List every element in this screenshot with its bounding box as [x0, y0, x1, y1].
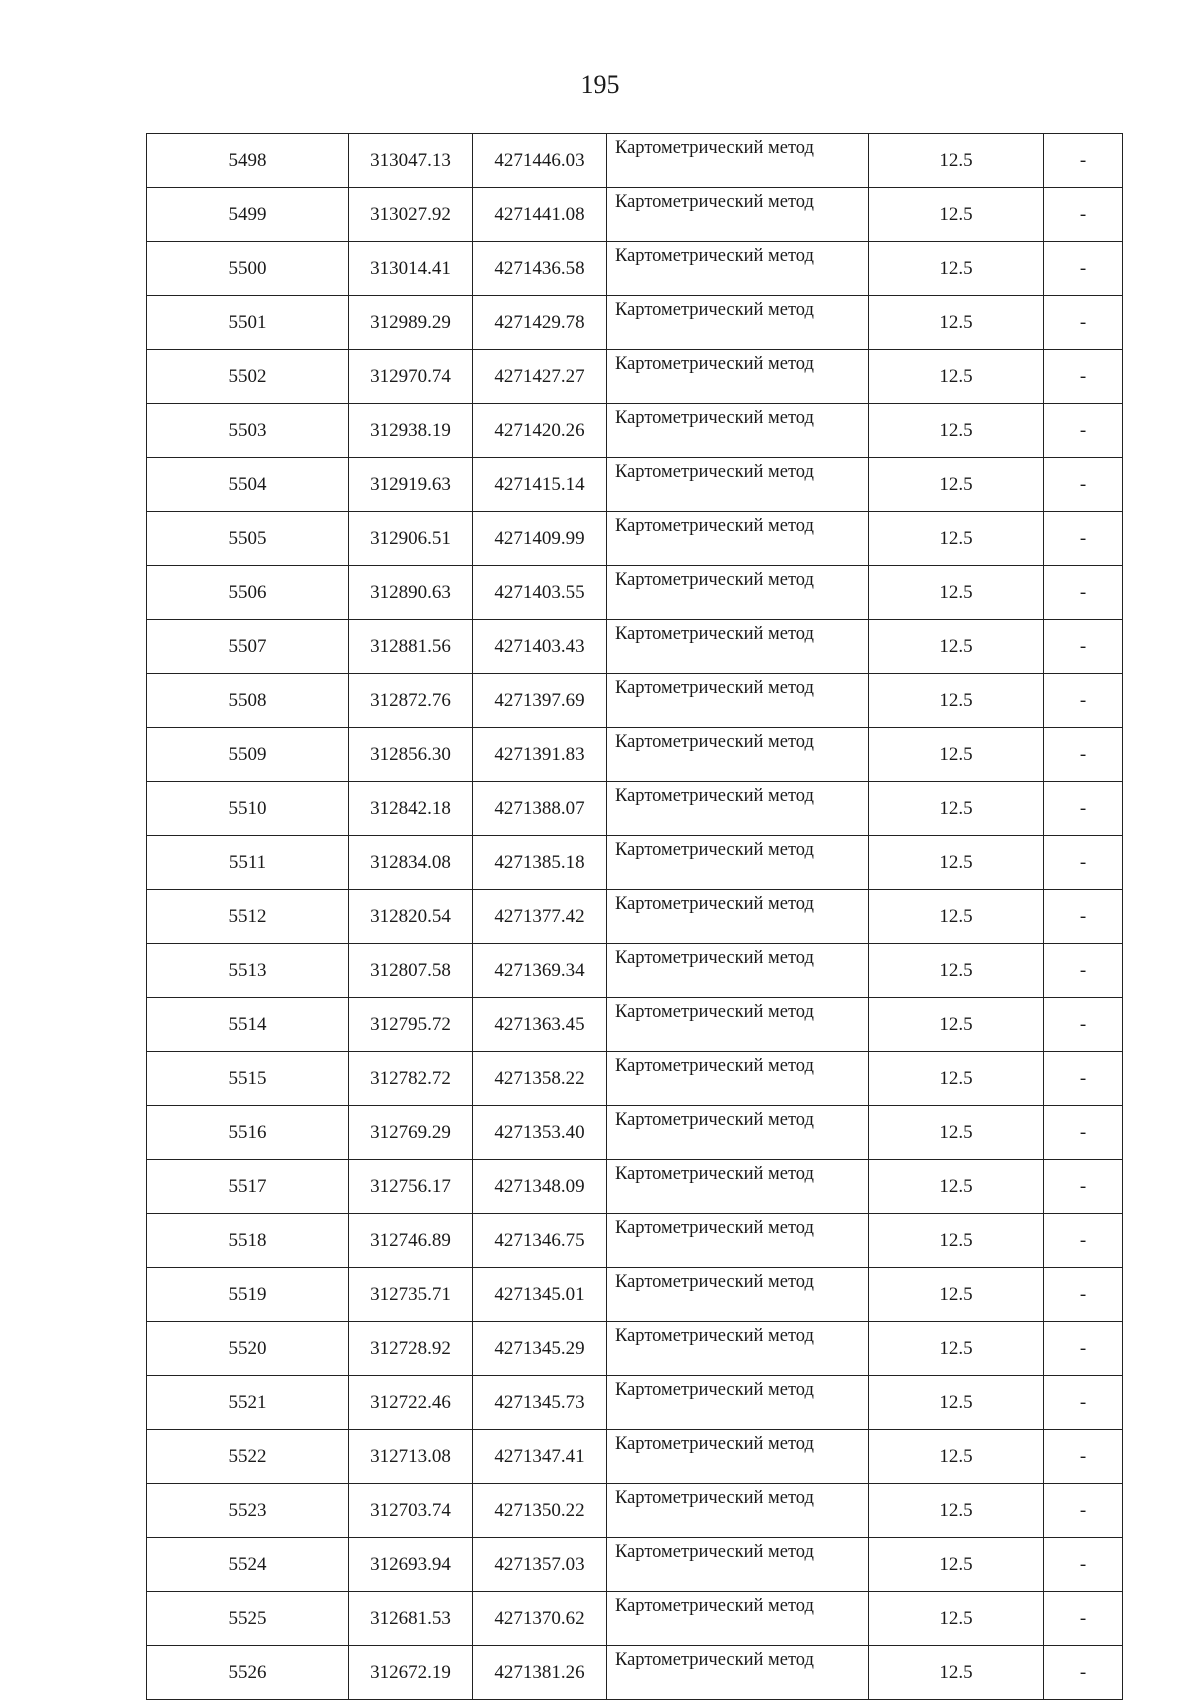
x-coordinate-cell: 312672.19	[349, 1646, 473, 1700]
y-coordinate-cell: 4271420.26	[473, 404, 607, 458]
point-number-cell: 5520	[147, 1322, 349, 1376]
y-coordinate-cell: 4271427.27	[473, 350, 607, 404]
accuracy-cell: 12.5	[869, 1160, 1044, 1214]
y-coordinate-cell: 4271391.83	[473, 728, 607, 782]
point-number-cell: 5498	[147, 134, 349, 188]
table-row	[147, 836, 1123, 890]
point-number-cell: 5501	[147, 296, 349, 350]
table-row	[147, 728, 1123, 782]
point-number-cell: 5500	[147, 242, 349, 296]
method-cell: Картометрический метод	[607, 458, 869, 512]
method-cell: Картометрический метод	[607, 1322, 869, 1376]
point-number-cell: 5502	[147, 350, 349, 404]
point-number-cell: 5516	[147, 1106, 349, 1160]
x-coordinate-cell: 312756.17	[349, 1160, 473, 1214]
table-row	[147, 1646, 1123, 1700]
method-cell: Картометрический метод	[607, 998, 869, 1052]
method-cell: Картометрический метод	[607, 674, 869, 728]
table-row	[147, 188, 1123, 242]
accuracy-cell: 12.5	[869, 188, 1044, 242]
accuracy-cell: 12.5	[869, 1376, 1044, 1430]
accuracy-cell: 12.5	[869, 620, 1044, 674]
x-coordinate-cell: 312746.89	[349, 1214, 473, 1268]
note-cell: -	[1044, 1376, 1123, 1430]
note-cell: -	[1044, 836, 1123, 890]
note-cell: -	[1044, 1322, 1123, 1376]
accuracy-cell: 12.5	[869, 242, 1044, 296]
page-number: 195	[580, 70, 620, 99]
x-coordinate-cell: 312970.74	[349, 350, 473, 404]
table-row	[147, 242, 1123, 296]
x-coordinate-cell: 312989.29	[349, 296, 473, 350]
y-coordinate-cell: 4271370.62	[473, 1592, 607, 1646]
accuracy-cell: 12.5	[869, 1268, 1044, 1322]
accuracy-cell: 12.5	[869, 566, 1044, 620]
note-cell: -	[1044, 404, 1123, 458]
accuracy-cell: 12.5	[869, 512, 1044, 566]
point-number-cell: 5526	[147, 1646, 349, 1700]
table-row	[147, 782, 1123, 836]
y-coordinate-cell: 4271388.07	[473, 782, 607, 836]
note-cell: -	[1044, 512, 1123, 566]
x-coordinate-cell: 312681.53	[349, 1592, 473, 1646]
method-cell: Картометрический метод	[607, 1646, 869, 1700]
x-coordinate-cell: 312693.94	[349, 1538, 473, 1592]
x-coordinate-cell: 313014.41	[349, 242, 473, 296]
note-cell: -	[1044, 728, 1123, 782]
x-coordinate-cell: 312703.74	[349, 1484, 473, 1538]
note-cell: -	[1044, 1052, 1123, 1106]
method-cell: Картометрический метод	[607, 1430, 869, 1484]
note-cell: -	[1044, 1214, 1123, 1268]
point-number-cell: 5504	[147, 458, 349, 512]
note-cell: -	[1044, 458, 1123, 512]
note-cell: -	[1044, 1538, 1123, 1592]
accuracy-cell: 12.5	[869, 998, 1044, 1052]
accuracy-cell: 12.5	[869, 1052, 1044, 1106]
x-coordinate-cell: 312881.56	[349, 620, 473, 674]
y-coordinate-cell: 4271358.22	[473, 1052, 607, 1106]
x-coordinate-cell: 312735.71	[349, 1268, 473, 1322]
y-coordinate-cell: 4271385.18	[473, 836, 607, 890]
table-row	[147, 1268, 1123, 1322]
accuracy-cell: 12.5	[869, 1538, 1044, 1592]
x-coordinate-cell: 312722.46	[349, 1376, 473, 1430]
method-cell: Картометрический метод	[607, 350, 869, 404]
x-coordinate-cell: 312820.54	[349, 890, 473, 944]
note-cell: -	[1044, 134, 1123, 188]
point-number-cell: 5521	[147, 1376, 349, 1430]
y-coordinate-cell: 4271350.22	[473, 1484, 607, 1538]
accuracy-cell: 12.5	[869, 1646, 1044, 1700]
note-cell: -	[1044, 1160, 1123, 1214]
x-coordinate-cell: 312842.18	[349, 782, 473, 836]
note-cell: -	[1044, 1646, 1123, 1700]
accuracy-cell: 12.5	[869, 836, 1044, 890]
y-coordinate-cell: 4271369.34	[473, 944, 607, 998]
table-row	[147, 404, 1123, 458]
accuracy-cell: 12.5	[869, 1214, 1044, 1268]
point-number-cell: 5517	[147, 1160, 349, 1214]
note-cell: -	[1044, 566, 1123, 620]
point-number-cell: 5510	[147, 782, 349, 836]
method-cell: Картометрический метод	[607, 1160, 869, 1214]
x-coordinate-cell: 312919.63	[349, 458, 473, 512]
table-row	[147, 1052, 1123, 1106]
note-cell: -	[1044, 674, 1123, 728]
note-cell: -	[1044, 944, 1123, 998]
table-row	[147, 296, 1123, 350]
y-coordinate-cell: 4271441.08	[473, 188, 607, 242]
note-cell: -	[1044, 188, 1123, 242]
note-cell: -	[1044, 350, 1123, 404]
table-row	[147, 674, 1123, 728]
table-row	[147, 620, 1123, 674]
accuracy-cell: 12.5	[869, 350, 1044, 404]
method-cell: Картометрический метод	[607, 944, 869, 998]
method-cell: Картометрический метод	[607, 728, 869, 782]
x-coordinate-cell: 312906.51	[349, 512, 473, 566]
point-number-cell: 5499	[147, 188, 349, 242]
accuracy-cell: 12.5	[869, 728, 1044, 782]
table-row	[147, 890, 1123, 944]
method-cell: Картометрический метод	[607, 1052, 869, 1106]
point-number-cell: 5513	[147, 944, 349, 998]
x-coordinate-cell: 312856.30	[349, 728, 473, 782]
method-cell: Картометрический метод	[607, 1106, 869, 1160]
point-number-cell: 5515	[147, 1052, 349, 1106]
note-cell: -	[1044, 1484, 1123, 1538]
table-row	[147, 512, 1123, 566]
accuracy-cell: 12.5	[869, 1322, 1044, 1376]
point-number-cell: 5507	[147, 620, 349, 674]
accuracy-cell: 12.5	[869, 404, 1044, 458]
table-row	[147, 350, 1123, 404]
method-cell: Картометрический метод	[607, 890, 869, 944]
y-coordinate-cell: 4271397.69	[473, 674, 607, 728]
method-cell: Картометрический метод	[607, 782, 869, 836]
y-coordinate-cell: 4271377.42	[473, 890, 607, 944]
accuracy-cell: 12.5	[869, 944, 1044, 998]
y-coordinate-cell: 4271415.14	[473, 458, 607, 512]
table-row	[147, 1214, 1123, 1268]
x-coordinate-cell: 312872.76	[349, 674, 473, 728]
y-coordinate-cell: 4271363.45	[473, 998, 607, 1052]
x-coordinate-cell: 312795.72	[349, 998, 473, 1052]
note-cell: -	[1044, 998, 1123, 1052]
point-number-cell: 5522	[147, 1430, 349, 1484]
method-cell: Картометрический метод	[607, 1538, 869, 1592]
accuracy-cell: 12.5	[869, 458, 1044, 512]
method-cell: Картометрический метод	[607, 188, 869, 242]
note-cell: -	[1044, 1106, 1123, 1160]
table-row	[147, 1484, 1123, 1538]
point-number-cell: 5506	[147, 566, 349, 620]
accuracy-cell: 12.5	[869, 134, 1044, 188]
method-cell: Картометрический метод	[607, 134, 869, 188]
table-row	[147, 1322, 1123, 1376]
accuracy-cell: 12.5	[869, 1430, 1044, 1484]
y-coordinate-cell: 4271353.40	[473, 1106, 607, 1160]
method-cell: Картометрический метод	[607, 1376, 869, 1430]
method-cell: Картометрический метод	[607, 836, 869, 890]
point-number-cell: 5511	[147, 836, 349, 890]
y-coordinate-cell: 4271357.03	[473, 1538, 607, 1592]
accuracy-cell: 12.5	[869, 674, 1044, 728]
y-coordinate-cell: 4271403.43	[473, 620, 607, 674]
x-coordinate-cell: 312769.29	[349, 1106, 473, 1160]
y-coordinate-cell: 4271347.41	[473, 1430, 607, 1484]
note-cell: -	[1044, 242, 1123, 296]
coordinates-table	[146, 133, 1123, 1700]
note-cell: -	[1044, 1430, 1123, 1484]
point-number-cell: 5509	[147, 728, 349, 782]
accuracy-cell: 12.5	[869, 1484, 1044, 1538]
point-number-cell: 5523	[147, 1484, 349, 1538]
point-number-cell: 5525	[147, 1592, 349, 1646]
table-row	[147, 998, 1123, 1052]
coordinates-table-body	[147, 134, 1123, 1700]
table-row	[147, 944, 1123, 998]
method-cell: Картометрический метод	[607, 566, 869, 620]
table-row	[147, 1430, 1123, 1484]
table-row	[147, 1376, 1123, 1430]
point-number-cell: 5514	[147, 998, 349, 1052]
x-coordinate-cell: 312807.58	[349, 944, 473, 998]
note-cell: -	[1044, 296, 1123, 350]
y-coordinate-cell: 4271345.73	[473, 1376, 607, 1430]
method-cell: Картометрический метод	[607, 1592, 869, 1646]
y-coordinate-cell: 4271403.55	[473, 566, 607, 620]
x-coordinate-cell: 312728.92	[349, 1322, 473, 1376]
method-cell: Картометрический метод	[607, 620, 869, 674]
x-coordinate-cell: 313047.13	[349, 134, 473, 188]
x-coordinate-cell: 312713.08	[349, 1430, 473, 1484]
table-row	[147, 1538, 1123, 1592]
table-row	[147, 458, 1123, 512]
point-number-cell: 5519	[147, 1268, 349, 1322]
method-cell: Картометрический метод	[607, 404, 869, 458]
method-cell: Картометрический метод	[607, 296, 869, 350]
accuracy-cell: 12.5	[869, 296, 1044, 350]
point-number-cell: 5505	[147, 512, 349, 566]
method-cell: Картометрический метод	[607, 242, 869, 296]
point-number-cell: 5512	[147, 890, 349, 944]
point-number-cell: 5524	[147, 1538, 349, 1592]
y-coordinate-cell: 4271381.26	[473, 1646, 607, 1700]
table-row	[147, 566, 1123, 620]
accuracy-cell: 12.5	[869, 890, 1044, 944]
note-cell: -	[1044, 890, 1123, 944]
table-row	[147, 1106, 1123, 1160]
accuracy-cell: 12.5	[869, 1106, 1044, 1160]
y-coordinate-cell: 4271446.03	[473, 134, 607, 188]
table-row	[147, 1160, 1123, 1214]
note-cell: -	[1044, 620, 1123, 674]
method-cell: Картометрический метод	[607, 1268, 869, 1322]
table-row	[147, 1592, 1123, 1646]
y-coordinate-cell: 4271348.09	[473, 1160, 607, 1214]
x-coordinate-cell: 313027.92	[349, 188, 473, 242]
point-number-cell: 5508	[147, 674, 349, 728]
y-coordinate-cell: 4271409.99	[473, 512, 607, 566]
note-cell: -	[1044, 782, 1123, 836]
point-number-cell: 5518	[147, 1214, 349, 1268]
x-coordinate-cell: 312938.19	[349, 404, 473, 458]
note-cell: -	[1044, 1592, 1123, 1646]
note-cell: -	[1044, 1268, 1123, 1322]
y-coordinate-cell: 4271429.78	[473, 296, 607, 350]
method-cell: Картометрический метод	[607, 512, 869, 566]
y-coordinate-cell: 4271345.01	[473, 1268, 607, 1322]
y-coordinate-cell: 4271345.29	[473, 1322, 607, 1376]
point-number-cell: 5503	[147, 404, 349, 458]
method-cell: Картометрический метод	[607, 1214, 869, 1268]
accuracy-cell: 12.5	[869, 782, 1044, 836]
method-cell: Картометрический метод	[607, 1484, 869, 1538]
x-coordinate-cell: 312834.08	[349, 836, 473, 890]
y-coordinate-cell: 4271346.75	[473, 1214, 607, 1268]
accuracy-cell: 12.5	[869, 1592, 1044, 1646]
x-coordinate-cell: 312890.63	[349, 566, 473, 620]
x-coordinate-cell: 312782.72	[349, 1052, 473, 1106]
table-row	[147, 134, 1123, 188]
y-coordinate-cell: 4271436.58	[473, 242, 607, 296]
